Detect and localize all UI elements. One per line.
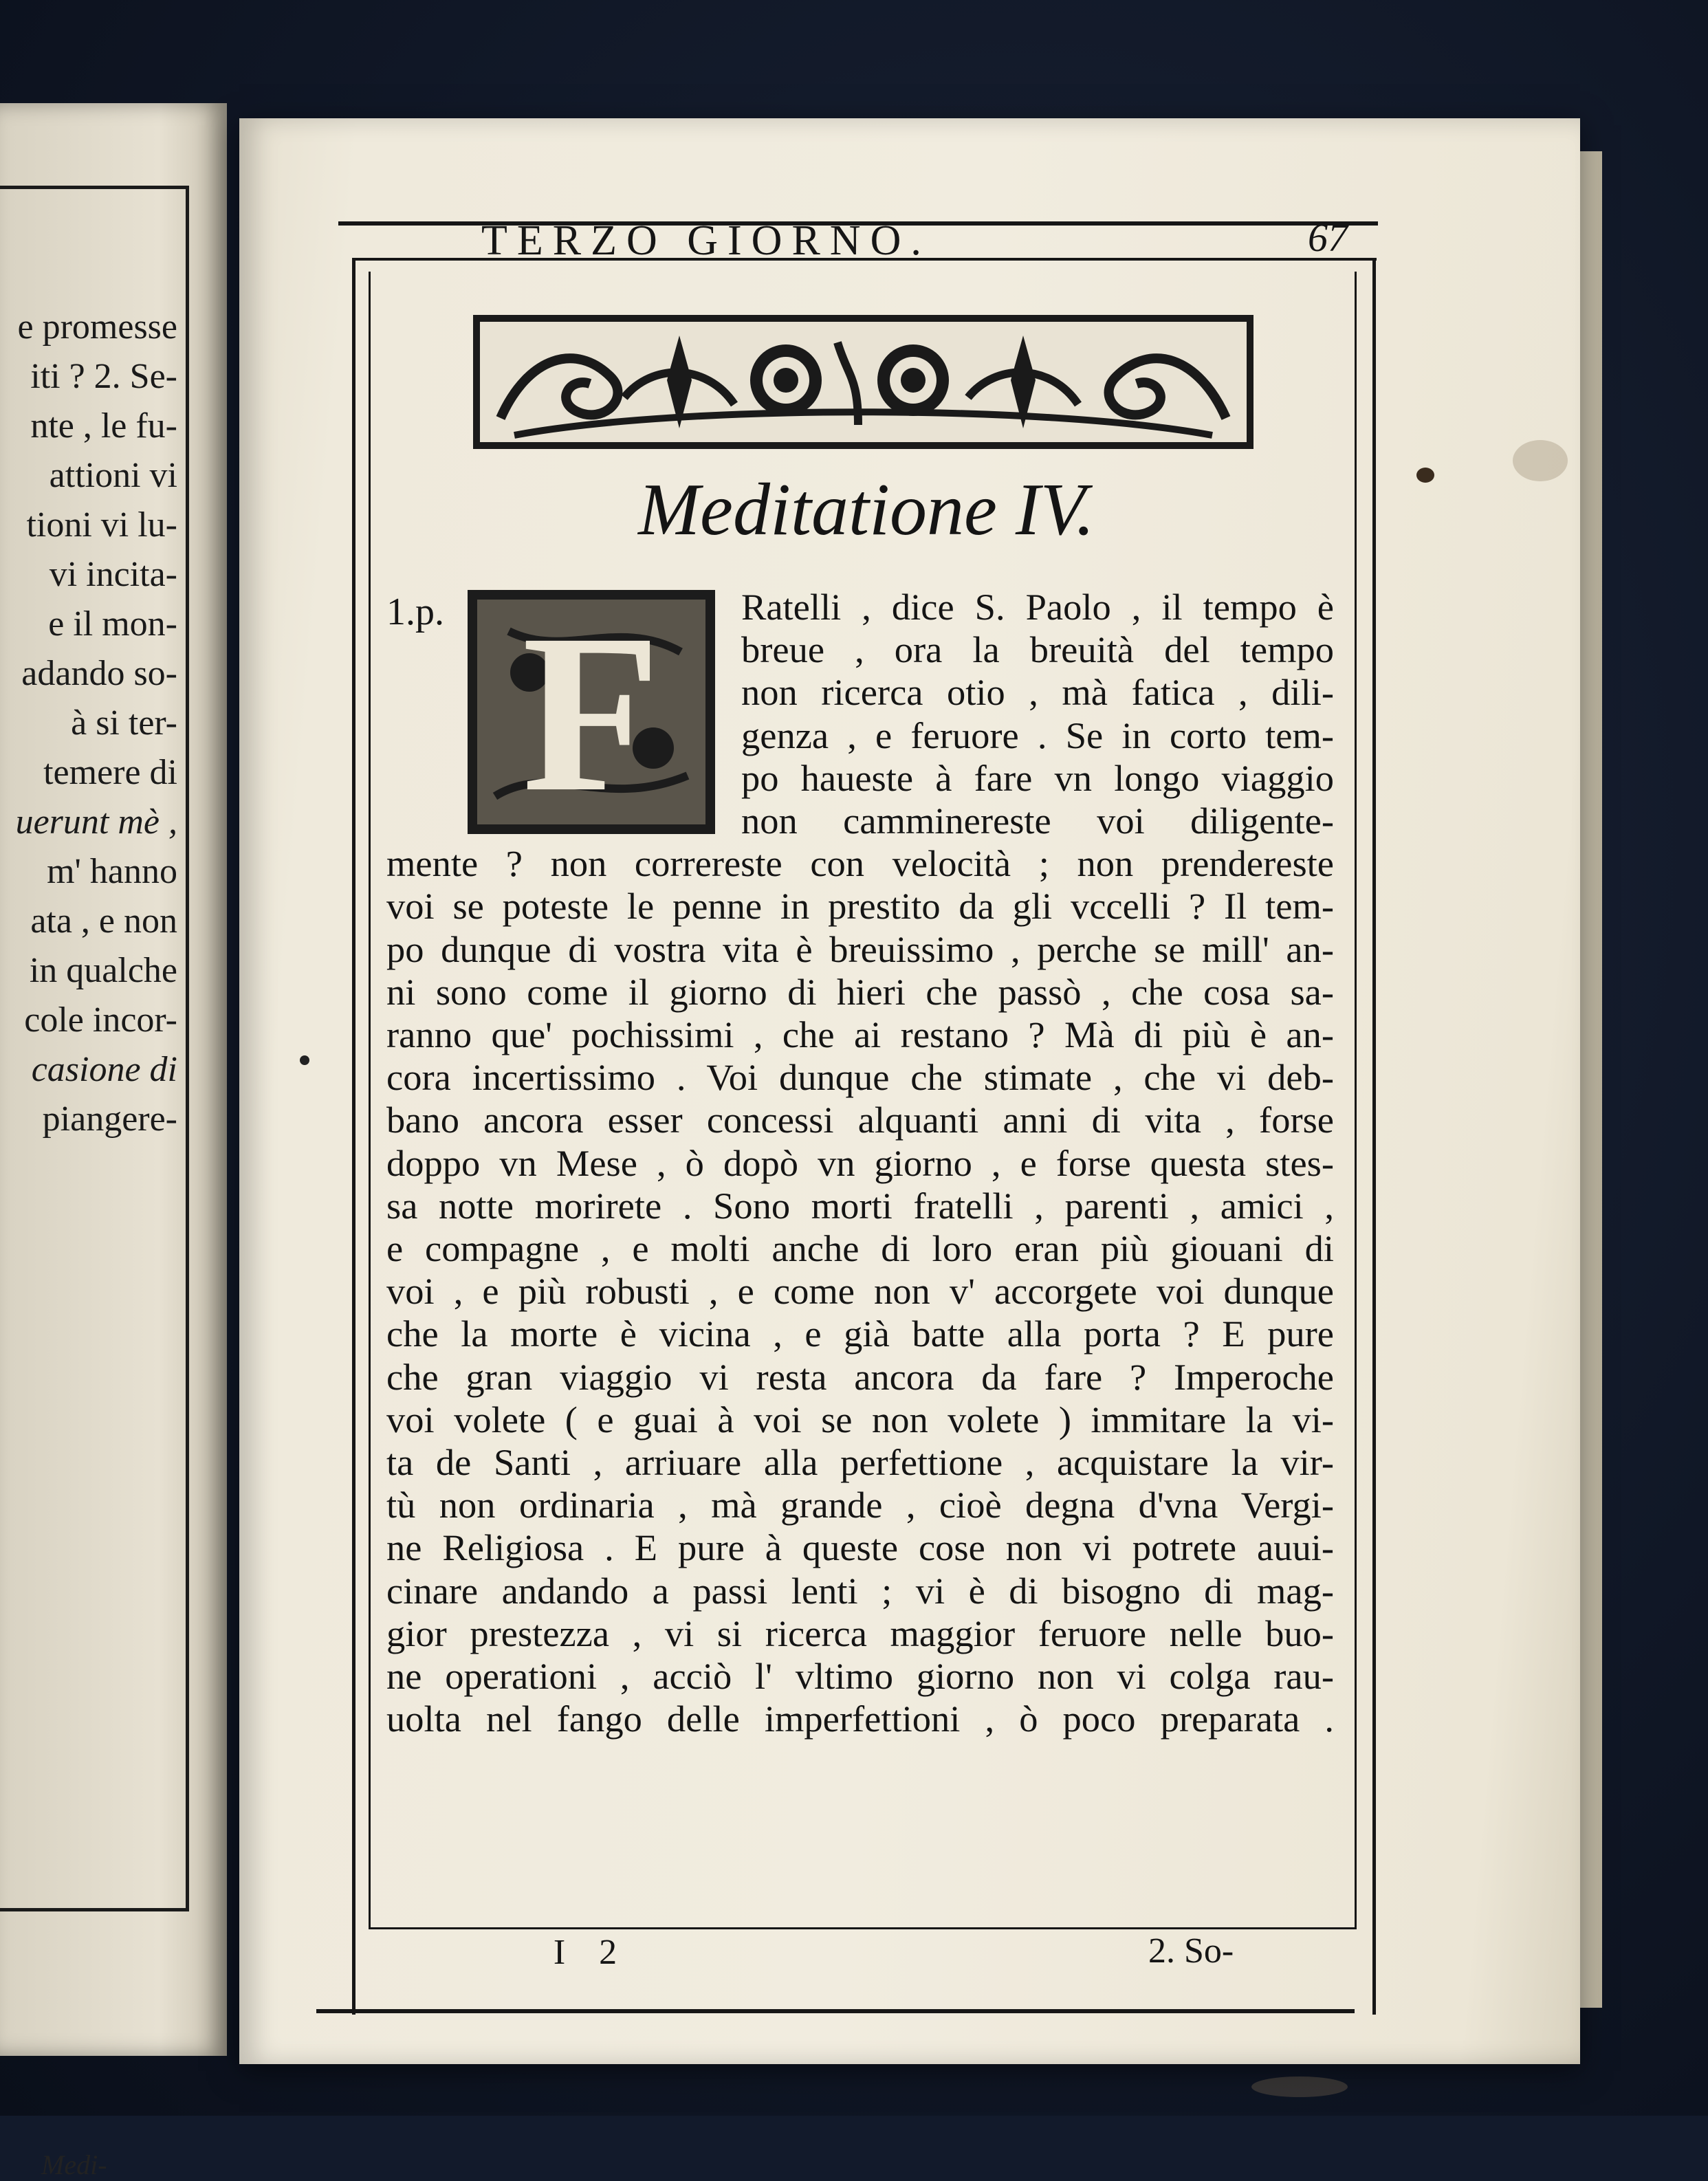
text-line: ne operationi , acciò l' vltimo giorno non vi colga rau- bbox=[386, 1655, 1334, 1698]
left-line: nte , le fu- bbox=[30, 406, 177, 446]
left-line: attioni vi bbox=[49, 456, 177, 495]
text-line: non camminereste voi diligente- bbox=[741, 800, 1334, 842]
text-line: voi volete ( e guai à voi se non volete ) immitare la vi- bbox=[386, 1398, 1334, 1440]
left-line: uerunt mè , bbox=[15, 802, 177, 842]
text-line: che gran viaggio vi resta ancora da fare ? Imperoche bbox=[386, 1355, 1334, 1398]
text-line: ni sono come il giorno di hieri che passò , che cosa sa- bbox=[386, 970, 1334, 1013]
frame-left-inner-rule bbox=[369, 272, 371, 1929]
text-line: bano ancora esser concessi alquanti anni di vita , forse bbox=[386, 1099, 1334, 1141]
left-line: vi incita- bbox=[49, 555, 177, 594]
running-head: TERZO GIORNO. bbox=[481, 217, 931, 264]
wormhole bbox=[1416, 468, 1434, 483]
left-line: temere di bbox=[43, 753, 177, 792]
text-line: cora incertissimo . Voi dunque che stimate , che vi deb- bbox=[386, 1056, 1334, 1099]
left-line: piangere- bbox=[42, 1099, 177, 1139]
text-line: ta de Santi , arriuare alla perfettione , acquistare la vir- bbox=[386, 1441, 1334, 1484]
text-line: mente ? non correreste con velocità ; non prendereste bbox=[386, 842, 1334, 885]
paper-stain bbox=[1513, 440, 1568, 481]
paper-stain bbox=[1251, 2076, 1348, 2097]
left-line: iti ? 2. Se- bbox=[30, 357, 177, 396]
text-line: sa notte morirete . Sono morti fratelli , parenti , amici , bbox=[386, 1184, 1334, 1227]
left-line: e il mon- bbox=[48, 604, 177, 644]
text-line: genza , e feruore . Se in corto tem- bbox=[741, 714, 1334, 756]
text-line: ranno que' pochissimi , che ai restano ? Mà di più è an- bbox=[386, 1013, 1334, 1056]
text-line: gior prestezza , vi si ricerca maggior feruore nelle buo- bbox=[386, 1612, 1334, 1654]
text-line: che la morte è vicina , e già batte alla porta ? E pure bbox=[386, 1313, 1334, 1355]
text-line: breue , ora la breuità del tempo bbox=[741, 628, 1334, 671]
left-page-catchword: Medi- bbox=[41, 2149, 107, 2180]
text-line: cinare andando a passi lenti ; vi è di bisogno di mag- bbox=[386, 1569, 1334, 1612]
frame-right-outer-rule bbox=[1372, 258, 1376, 2015]
catchword: 2. So- bbox=[1148, 1931, 1234, 1971]
left-line: in qualche bbox=[29, 951, 177, 990]
left-line: adando so- bbox=[21, 654, 177, 693]
text-line: non ricerca otio , mà fatica , dili- bbox=[741, 671, 1334, 714]
text-line: tù non ordinaria , mà grande , cioè degna d'vna Vergi- bbox=[386, 1484, 1334, 1526]
frame-right-inner-rule bbox=[1355, 272, 1357, 1929]
text-line: Ratelli , dice S. Paolo , il tempo è bbox=[741, 586, 1334, 628]
left-line: ata , e non bbox=[30, 901, 177, 941]
section-marker: 1.p. bbox=[386, 591, 444, 633]
left-line: e promesse bbox=[17, 307, 177, 347]
left-line: tioni vi lu- bbox=[26, 505, 177, 545]
text-line: voi , e più robusti , e come non v' accorgete voi dunque bbox=[386, 1270, 1334, 1313]
frame-left-outer-rule bbox=[352, 258, 355, 2015]
frame-inner-bottom-rule bbox=[369, 1927, 1357, 1929]
text-line: po haueste à fare vn longo viaggio bbox=[741, 756, 1334, 799]
left-line: casione di bbox=[31, 1050, 177, 1089]
initial-letter: F bbox=[522, 588, 661, 839]
left-line: m' hanno bbox=[47, 852, 177, 891]
ornamental-headpiece bbox=[473, 315, 1253, 449]
meditation-body bbox=[386, 586, 1334, 1740]
left-page bbox=[0, 103, 227, 2180]
text-line: uolta nel fango delle imperfettioni , ò poco preparata . bbox=[386, 1698, 1334, 1740]
text-line: doppo vn Mese , ò dopò vn giorno , e forse questa stes- bbox=[386, 1141, 1334, 1184]
left-line: à si ter- bbox=[71, 703, 177, 743]
page-number: 67 bbox=[1308, 215, 1348, 260]
text-line: e compagne , e molti anche di loro eran più giouani di bbox=[386, 1227, 1334, 1270]
signature-mark: I 2 bbox=[553, 1933, 630, 1972]
text-line: po dunque di vostra vita è breuissimo , perche se mill' an- bbox=[386, 928, 1334, 970]
meditation-title: Meditatione IV. bbox=[638, 469, 1095, 551]
text-line: voi se poteste le penne in prestito da gli vccelli ? Il tem- bbox=[386, 885, 1334, 928]
left-page-text bbox=[0, 303, 177, 1144]
frame-bottom-rule bbox=[316, 2009, 1355, 2013]
text-line: ne Religiosa . E pure à queste cose non vi potrete auui- bbox=[386, 1526, 1334, 1569]
wormhole bbox=[300, 1055, 309, 1065]
left-line: cole incor- bbox=[24, 1000, 177, 1040]
